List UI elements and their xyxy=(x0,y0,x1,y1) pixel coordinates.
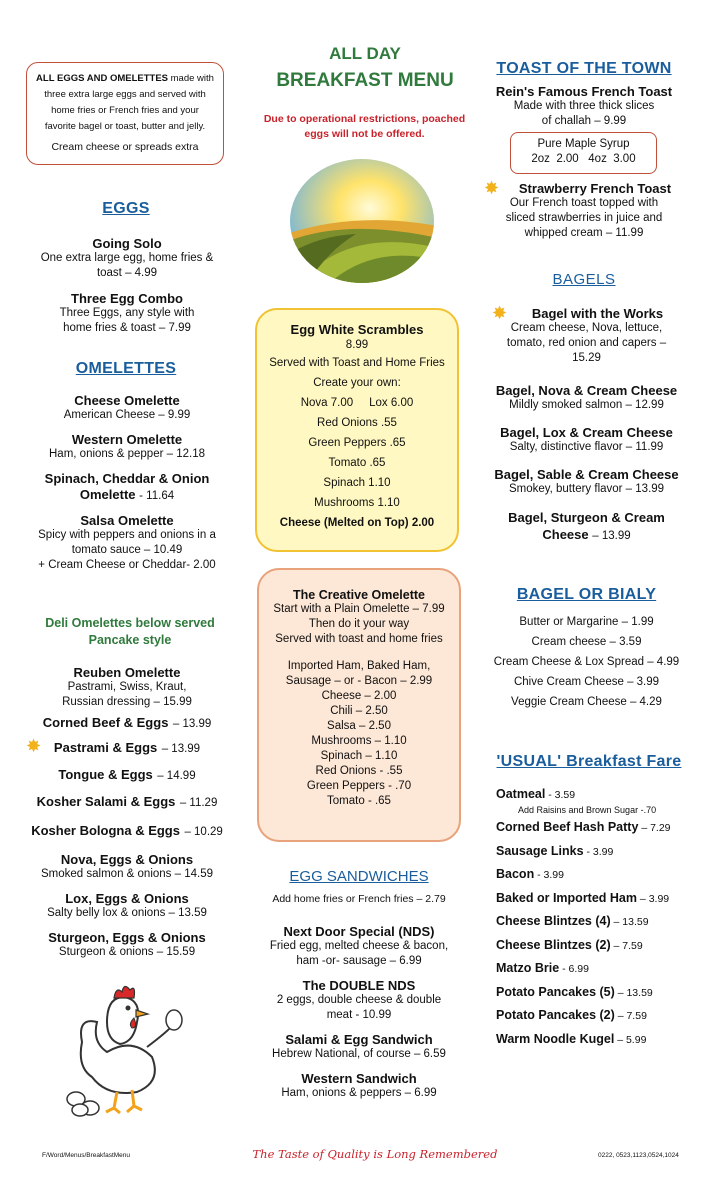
deli-more xyxy=(22,852,232,960)
intro-extra: Cream cheese or spreads extra xyxy=(51,141,199,153)
lox-eggs-name: Lox, Eggs & Onions xyxy=(65,891,189,906)
bagel-works-name: Bagel with the Works xyxy=(531,306,664,321)
bagel-works-block xyxy=(484,303,689,366)
usual-item-name: Corned Beef Hash Patty xyxy=(496,820,639,834)
sandwich-note: Add home fries or French fries – 2.79 xyxy=(272,893,446,905)
spinach-omelette-price: - 11.64 xyxy=(139,490,175,502)
usual-heading: 'USUAL' Breakfast Fare xyxy=(496,753,682,770)
reins-block xyxy=(484,84,684,129)
creative-line: Start with a Plain Omelette – 7.99 xyxy=(273,603,445,615)
tongue-eggs-name: Tongue & Eggs xyxy=(58,767,153,782)
deli-note: Deli Omelettes below served Pancake style xyxy=(45,616,215,647)
egg-white-box xyxy=(255,308,459,552)
egg-white-option: Tomato .65 xyxy=(328,457,386,469)
bialy-heading: BAGEL OR BIALY xyxy=(516,586,657,603)
egg-white-price: 8.99 xyxy=(345,339,369,351)
bialy-list xyxy=(484,612,689,712)
bagel-sable-name: Bagel, Sable & Cream Cheese xyxy=(494,467,679,482)
syrup-sizes: 2oz 2.00 4oz 3.00 xyxy=(531,153,636,165)
bagel-sturgeon-name: Bagel, Sturgeon & Cream Cheese xyxy=(508,510,665,542)
egg-white-option: Mushrooms 1.10 xyxy=(314,497,400,509)
three-egg-combo-desc: Three Eggs, any style with home fries & toast – 7.99 xyxy=(59,307,195,334)
title-line-1: ALL DAY xyxy=(329,44,401,63)
creative-title: The Creative Omelette xyxy=(293,588,425,602)
western-sandwich-name: Western Sandwich xyxy=(301,1071,417,1086)
usual-item-name: Baked or Imported Ham xyxy=(496,890,638,905)
bologna-eggs-name: Kosher Bologna & Eggs xyxy=(31,823,180,838)
egg-white-option: Red Onions .55 xyxy=(317,417,397,429)
creative-option: Red Onions - .55 xyxy=(315,765,403,777)
maple-syrup-box xyxy=(510,132,657,174)
nova-eggs-name: Nova, Eggs & Onions xyxy=(60,852,194,867)
salami-sandwich-desc: Hebrew National, of course – 6.59 xyxy=(272,1048,446,1060)
creative-line: Then do it your way xyxy=(308,618,410,630)
sturgeon-eggs-desc: Sturgeon & onions – 15.59 xyxy=(58,946,196,958)
poached-notice: Due to operational restrictions, poached eggs will not be offered. xyxy=(263,113,466,140)
strawberry-name: Strawberry French Toast xyxy=(518,181,672,196)
egg-white-title: Egg White Scrambles xyxy=(290,322,424,337)
nova-option: Nova 7.00 xyxy=(300,397,354,409)
nova-eggs-desc: Smoked salmon & onions – 14.59 xyxy=(41,868,213,880)
usual-item-price: - 6.99 xyxy=(559,963,589,975)
corned-beef-eggs-price: – 13.99 xyxy=(172,718,212,730)
bologna-eggs-price: – 10.29 xyxy=(184,826,223,838)
bagel-works-desc: Cream cheese, Nova, lettuce, tomato, red onion and capers – 15.29 xyxy=(506,322,667,364)
three-egg-combo-name: Three Egg Combo xyxy=(71,291,183,306)
nova-lox-row xyxy=(257,393,457,413)
eggs-omelettes-intro-box xyxy=(26,62,224,165)
creative-line: Served with toast and home fries xyxy=(275,633,443,645)
western-omelette-name: Western Omelette xyxy=(71,432,183,447)
usual-item-name: Potato Pancakes (5) xyxy=(496,984,615,999)
bagel-lox-desc: Salty, distinctive flavor – 11.99 xyxy=(509,441,664,453)
title-line-2: BREAKFAST MENU xyxy=(276,70,454,91)
star-icon: ✸ xyxy=(492,303,508,323)
reins-name: Rein's Famous French Toast xyxy=(495,84,673,99)
bagel-nova-desc: Mildly smoked salmon – 12.99 xyxy=(509,399,664,411)
sunrise-logo xyxy=(286,156,438,286)
bialy-item: Cream cheese – 3.59 xyxy=(531,636,642,648)
usual-item-name: Warm Noodle Kugel xyxy=(496,1031,615,1046)
usual-item-name: Cheese Blintzes (2) xyxy=(496,937,611,952)
going-solo-desc: One extra large egg, home fries & toast – 4.99 xyxy=(40,252,214,279)
cheese-omelette-desc: American Cheese – 9.99 xyxy=(63,409,191,421)
egg-white-cheese: Cheese (Melted on Top) 2.00 xyxy=(279,517,435,529)
bagel-sturgeon-price: – 13.99 xyxy=(592,530,631,542)
usual-item-price: – 13.59 xyxy=(610,916,649,928)
reuben-block xyxy=(22,665,232,710)
salami-eggs-price: – 11.29 xyxy=(179,797,218,809)
creative-option: Tomato - .65 xyxy=(327,795,391,807)
spinach-omelette-title: Spinach, Cheddar & Onion Omelette xyxy=(44,471,210,502)
sturgeon-eggs-name: Sturgeon, Eggs & Onions xyxy=(48,930,206,945)
oatmeal-price: - 3.59 xyxy=(545,789,576,801)
salsa-omelette-extra: + Cream Cheese or Cheddar- 2.00 xyxy=(38,559,216,571)
eggs-heading: EGGS xyxy=(102,200,150,217)
strawberry-block xyxy=(484,178,684,241)
salsa-omelette-desc: Spicy with peppers and onions in a tomato sauce – 10.49 xyxy=(38,529,216,556)
nds-desc: Fried egg, melted cheese & bacon, ham -or- sausage – 6.99 xyxy=(269,940,449,967)
usual-item-price: - 3.99 xyxy=(534,869,564,881)
intro-text: made with three extra large eggs and served with home fries or French fries and your favorite bagel or toast, butter and jelly. xyxy=(44,73,214,132)
bagel-items xyxy=(484,383,689,545)
bagel-lox-name: Bagel, Lox & Cream Cheese xyxy=(500,425,673,440)
strawberry-desc: Our French toast topped with sliced strawberries in juice and whipped cream – 11.99 xyxy=(505,197,663,239)
creative-option: Cheese – 2.00 xyxy=(321,690,397,702)
usual-item-name: Bacon xyxy=(496,867,535,881)
bialy-item: Cream Cheese & Lox Spread – 4.99 xyxy=(493,656,680,668)
reuben-name: Reuben Omelette xyxy=(73,665,181,680)
lox-option: Lox 6.00 xyxy=(369,397,414,409)
bagel-sturgeon xyxy=(484,509,689,545)
bagel-sable-desc: Smokey, buttery flavor – 13.99 xyxy=(508,483,665,495)
usual-item-name: Cheese Blintzes (4) xyxy=(496,914,611,928)
double-nds-desc: 2 eggs, double cheese & double meat - 10.99 xyxy=(276,994,442,1021)
egg-white-option: Spinach 1.10 xyxy=(323,477,391,489)
creative-omelette-box xyxy=(257,568,461,842)
western-sandwich-desc: Ham, onions & peppers – 6.99 xyxy=(281,1087,437,1099)
bagels-heading: BAGELS xyxy=(552,271,616,288)
chicken-illustration xyxy=(62,982,192,1117)
omelettes-heading: OMELETTES xyxy=(75,360,177,377)
salsa-omelette-name: Salsa Omelette xyxy=(80,513,174,528)
star-icon: ✸ xyxy=(484,178,500,198)
pastrami-eggs-price: – 13.99 xyxy=(161,743,201,755)
salami-sandwich-name: Salami & Egg Sandwich xyxy=(285,1032,433,1047)
spinach-omelette-name xyxy=(22,471,232,504)
usual-item-name: Sausage Links xyxy=(496,843,584,858)
sandwiches-section xyxy=(254,924,464,1101)
egg-white-option: Green Peppers .65 xyxy=(308,437,406,449)
pastrami-eggs-name: Pastrami & Eggs xyxy=(53,740,158,755)
usual-item-name: Potato Pancakes (2) xyxy=(496,1008,615,1022)
usual-item-price: – 13.59 xyxy=(614,986,653,999)
going-solo-name: Going Solo xyxy=(92,236,162,251)
usual-item-price: – 7.29 xyxy=(638,822,671,834)
cheese-omelette-name: Cheese Omelette xyxy=(74,393,180,408)
oatmeal-name: Oatmeal xyxy=(496,787,546,801)
bialy-item: Butter or Margarine – 1.99 xyxy=(519,616,654,628)
deli-list xyxy=(22,714,232,849)
reuben-desc: Pastrami, Swiss, Kraut, Russian dressing – 15.99 xyxy=(62,681,192,708)
usual-item-price: - 3.99 xyxy=(583,845,614,858)
egg-sandwiches-heading: EGG SANDWICHES xyxy=(289,868,429,885)
creative-option: Green Peppers - .70 xyxy=(306,780,412,792)
creative-option: Chili – 2.50 xyxy=(330,705,388,717)
toast-heading: TOAST OF THE TOWN xyxy=(496,60,672,77)
usual-item-name: Matzo Brie xyxy=(496,961,560,975)
corned-beef-eggs-name: Corned Beef & Eggs xyxy=(42,715,169,730)
double-nds-name: The DOUBLE NDS xyxy=(302,978,416,993)
salami-eggs-name: Kosher Salami & Eggs xyxy=(36,794,176,809)
bagel-nova-name: Bagel, Nova & Cream Cheese xyxy=(495,383,678,398)
usual-item-price: – 7.59 xyxy=(614,1010,647,1022)
eggs-section xyxy=(22,236,232,336)
egg-white-served: Served with Toast and Home Fries xyxy=(269,357,445,369)
footer-codes: 0222, 0523,1123,0524,1024 xyxy=(598,1152,679,1159)
syrup-name: Pure Maple Syrup xyxy=(537,138,630,150)
creative-option: Mushrooms – 1.10 xyxy=(311,735,407,747)
creative-option: Salsa – 2.50 xyxy=(327,720,391,732)
creative-option: Sausage – or - Bacon – 2.99 xyxy=(285,675,433,687)
western-omelette-desc: Ham, onions & pepper – 12.18 xyxy=(49,448,205,460)
usual-item-price: – 5.99 xyxy=(614,1033,647,1046)
reins-desc: Made with three thick slices of challah – 9.99 xyxy=(513,100,655,127)
egg-white-create: Create your own: xyxy=(313,377,401,389)
lox-eggs-desc: Salty belly lox & onions – 13.59 xyxy=(47,907,207,919)
omelettes-section xyxy=(22,393,232,573)
tongue-eggs-price: – 14.99 xyxy=(157,770,196,782)
oatmeal-note: Add Raisins and Brown Sugar -.70 xyxy=(518,805,657,815)
creative-option: Spinach – 1.10 xyxy=(320,750,398,762)
footer-file-path: F/Word/Menus/BreakfastMenu xyxy=(42,1152,131,1159)
intro-bold: ALL EGGS AND OMELETTES xyxy=(36,73,168,84)
star-icon: ✸ xyxy=(26,736,42,756)
usual-list xyxy=(496,785,706,1051)
creative-option: Imported Ham, Baked Ham, xyxy=(287,660,431,672)
bialy-item: Veggie Cream Cheese – 4.29 xyxy=(511,696,662,708)
usual-item-price: – 3.99 xyxy=(637,892,670,905)
nds-name: Next Door Special (NDS) xyxy=(283,924,435,939)
bialy-item: Chive Cream Cheese – 3.99 xyxy=(513,676,660,688)
usual-item-price: – 7.59 xyxy=(610,939,643,952)
footer-tagline: The Taste of Quality is Long Remembered xyxy=(252,1147,498,1161)
